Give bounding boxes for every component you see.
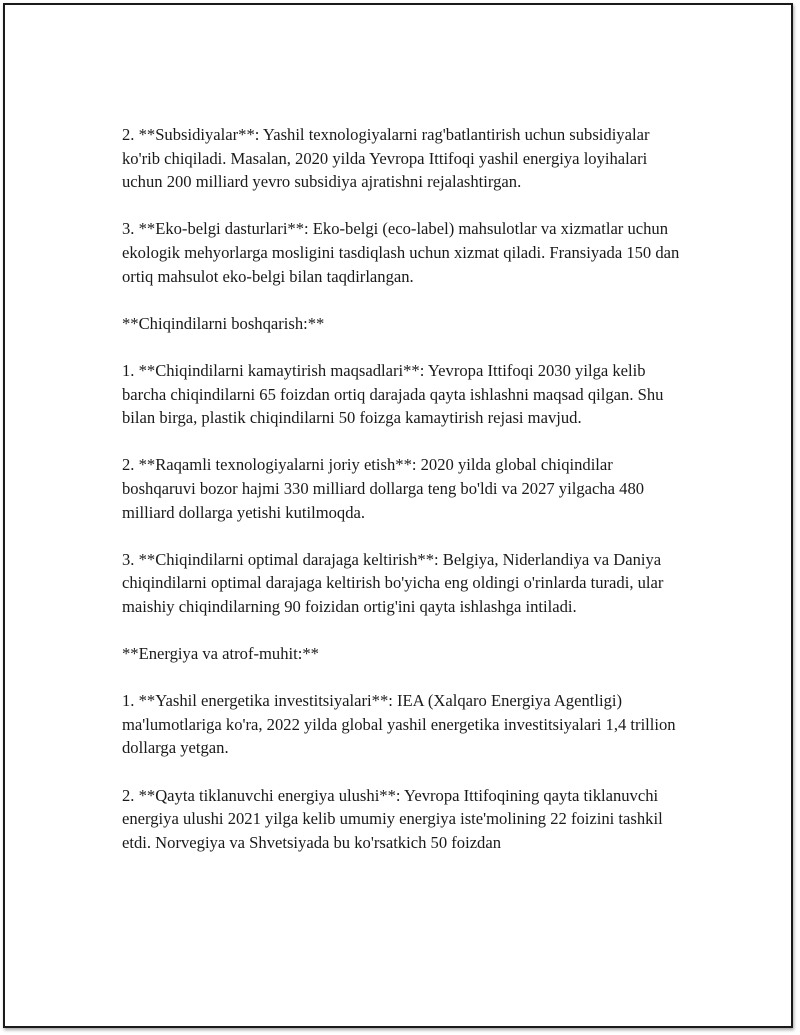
paragraph-subsidies: 2. **Subsidiyalar**: Yashil texnologiyalarni rag'batlantirish uchun subsidiyalar ko'rib chiqiladi. Masalan, 2020 yilda Yevropa Ittifoqi yashil energiya loyihalari uchun 200 milliard yevro subsidiya ajratishni rejalashtirgan. — [122, 125, 650, 192]
paragraph-waste-reduction: 1. **Chiqindilarni kamaytirish maqsadlari**: Yevropa Ittifoqi 2030 yilga kelib barcha chiqindilarni 65 foizdan ortiq darajada qayta ishlashni maqsad qilgan. Shu bilan birga, plastik chiqindilarni 50 foizga kamaytirish rejasi mavjud. — [122, 360, 664, 428]
paragraph-renewable-share: 2. **Qayta tiklanuvchi energiya ulushi**: Yevropa Ittifoqining qayta tiklanuvchi energiya ulushi 2021 yilga kelib umumiy energiya iste'molining 22 foizini tashkil etdi. Norvegiya va Shvetsiyada bu ko'rsatkich 50 foizdan — [122, 785, 663, 852]
paragraph-eco-label: 3. **Eko-belgi dasturlari**: Eko-belgi (eco-label) mahsulotlar va xizmatlar uchun ekologik mehyorlarga mosligini tasdiqlash uchun xizmat qiladi. Fransiyada 150 dan ortiq mahsulot eko-belgi bilan taqdirlangan. — [122, 219, 680, 286]
paragraph-digital-technologies: 2. **Raqamli texnologiyalarni joriy etish**: 2020 yilda global chiqindilar boshqaruvi bozor hajmi 330 milliard dollarga teng bo'ldi va 2027 yilgacha 480 milliard dollarga yetishi kutilmoqda. — [122, 455, 645, 522]
document-body — [122, 123, 687, 854]
page-frame — [3, 3, 793, 1028]
section-heading-energy-environment: **Energiya va atrof-muhit:** — [122, 644, 319, 664]
paragraph-green-investments: 1. **Yashil energetika investitsiyalari**: IEA (Xalqaro Energiya Agentligi) ma'lumotlariga ko'ra, 2022 yilda global yashil energetika investitsiyalari 1,4 trillion dollarga yetgan. — [122, 691, 676, 758]
paragraph-waste-optimization: 3. **Chiqindilarni optimal darajaga keltirish**: Belgiya, Niderlandiya va Daniya chiqindilarni optimal darajaga keltirish bo'yicha eng oldingi o'rinlarda turadi, ular maishiy chiqindilarning 90 foizidan ortig'ini qayta ishlashga intiladi. — [122, 549, 664, 616]
section-heading-waste-management: **Chiqindilarni boshqarish:** — [122, 313, 325, 333]
